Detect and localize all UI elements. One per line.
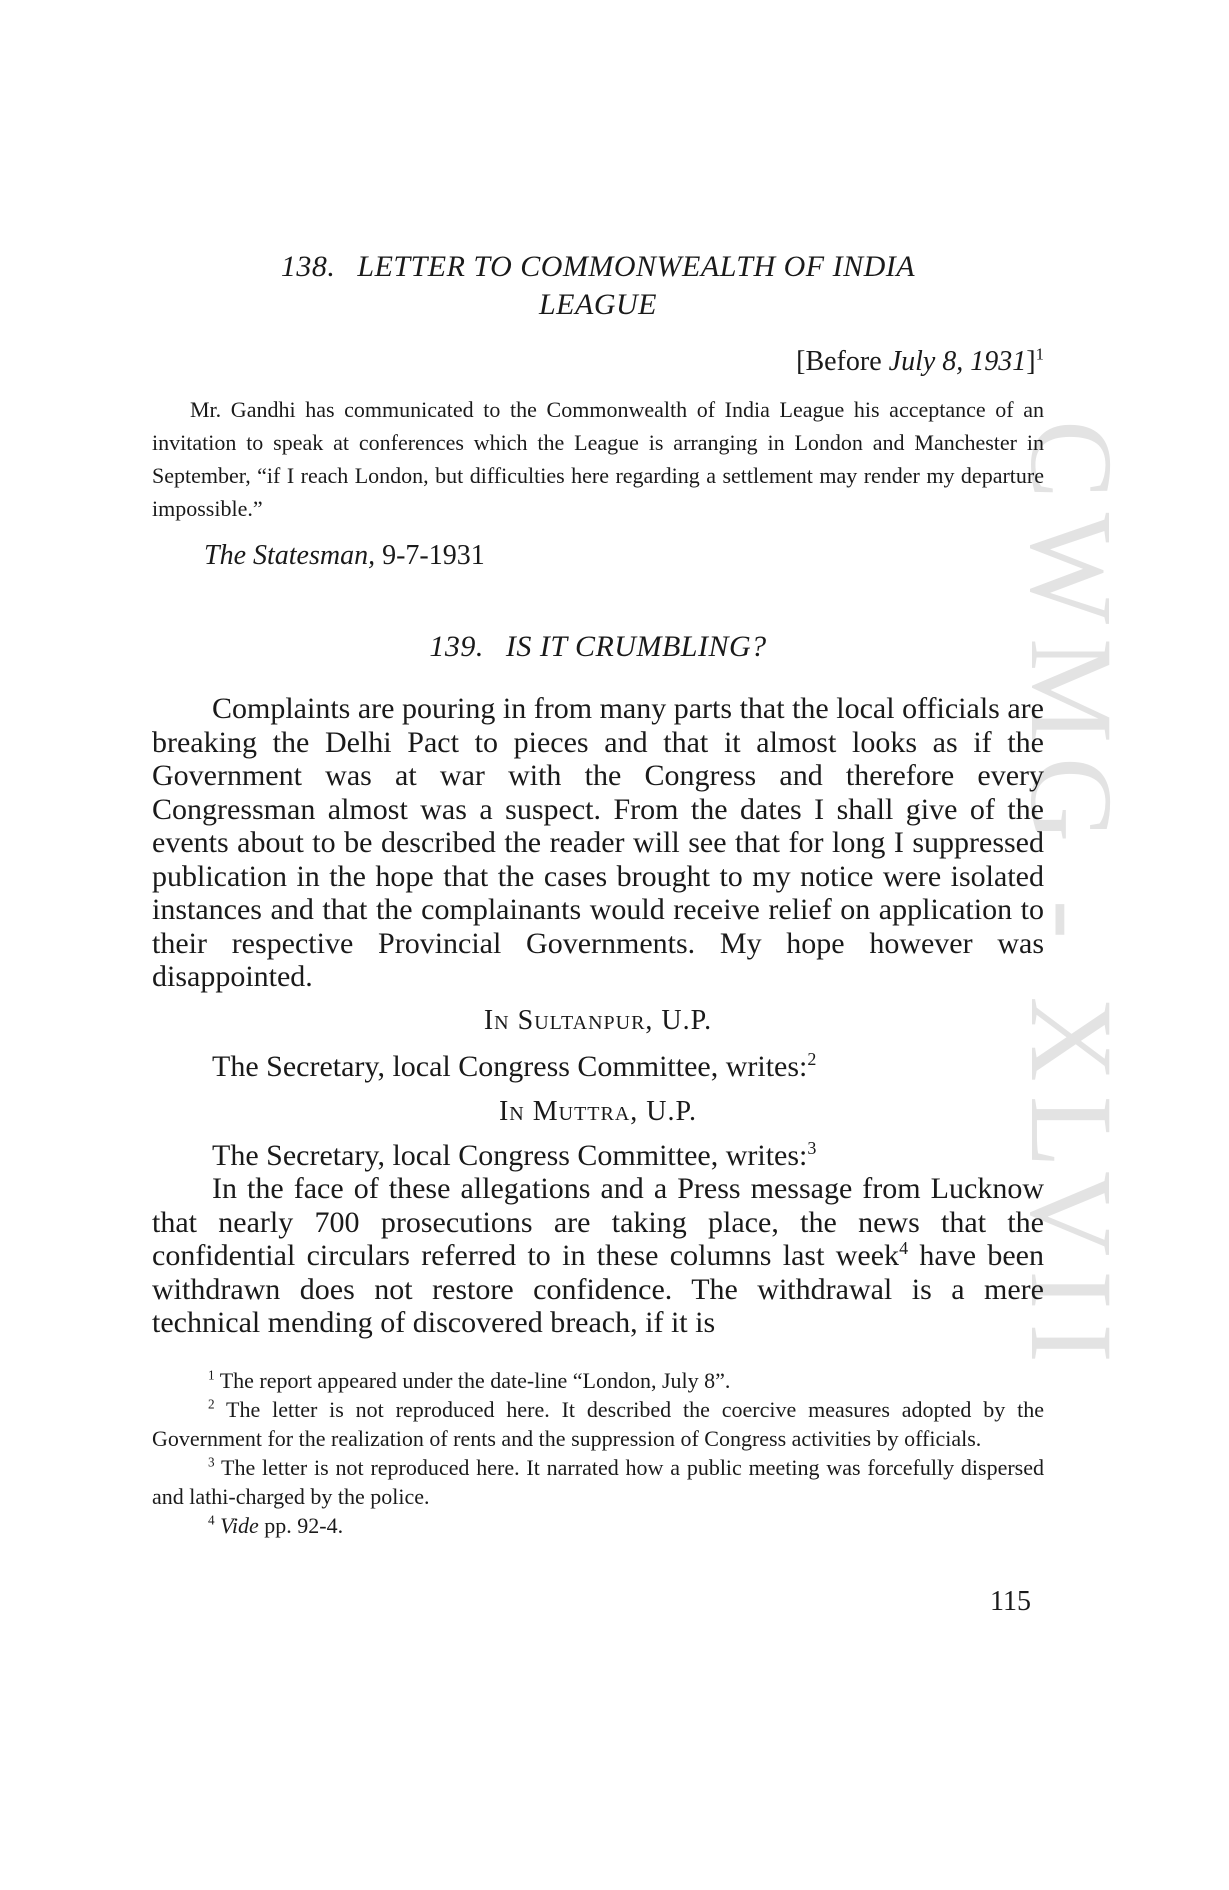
letter-138-body [152,393,1044,525]
footnote-ref: 4 [899,1238,909,1258]
source-date: 9-7-1931 [375,540,485,571]
heading-title-line2: LEAGUE [539,288,657,321]
page-number: 115 [990,1586,1031,1617]
heading-title: IS IT CRUMBLING? [505,630,767,663]
footnote-4: $^4$ Vide pp. 92-4. [208,1512,344,1538]
article-paragraph-2: In the face of these allegations and a Press message from Lucknow that nearly 700 prosecutions are taking place, the news that the confidential circulars referred to in these columns last week$^4$ have been withdrawn does not restore confidence. The withdrawal is a mere technical mending of discovered breach, if it is [152,1172,1044,1339]
article-paragraph-1: Complaints are pouring in from many parts that the local officials are breaking the Delhi Pact to pieces and that it almost looks as if the Government was at war with the Congress and therefore every Congressman almost was a suspect. From the dates I shall give of the events about to be described the reader will see that for long I suppressed publication in the hope that the cases brought to my notice were isolated instances and that the complainants would receive relief on application to their respective Provincial Governments. My hope however was disappointed. [152,692,1044,993]
heading-title-line1: LETTER TO COMMONWEALTH OF INDIA [357,250,916,283]
article-139-body [152,692,1044,994]
footnote-3: $^3$ The letter is not reproduced here. It narrated how a public meeting was forcefully dispersed and lathi-charged by the police. [152,1454,1044,1509]
date-italic: July 8, 1931 [888,346,1027,377]
subhead-muttra: In Muttra, U.P. [498,1096,697,1127]
footnotes [152,1366,1044,1540]
subhead-sultanpur: In Sultanpur, U.P. [483,1005,713,1036]
writes-line-1: The Secretary, local Congress Committee, writes:$^2$ [212,1049,817,1083]
date-suffix: ] [1026,346,1036,377]
letter-138-paragraph: Mr. Gandhi has communicated to the Commonwealth of India League his acceptance of an invitation to speak at conferences which the League is arranging in London and Manchester in September, “if I reach London, but difficulties here regarding a settlement may render my departure impossible.” [152,397,1044,521]
heading-number: 139. [429,630,484,663]
source-title: The Statesman, [204,540,376,571]
writes-line-2: The Secretary, local Congress Committee, writes:$^3$ [212,1138,817,1172]
footnote-ref: 3 [807,1138,817,1158]
footnote-ref: 1 [1035,344,1044,364]
article-139-heading [152,628,1044,666]
letter-138-heading [152,248,1044,324]
footnote-2: $^2$ The letter is not reproduced here. It described the coercive measures adopted by the Government for the realization of rents and the suppression of Congress activities by officials. [152,1396,1044,1451]
heading-number: 138. [280,250,336,283]
footnote-1: $^1$ The report appeared under the date-line “London, July 8”. [208,1367,731,1393]
date-prefix: [Before [796,346,889,377]
letter-138-dateline [152,344,1044,380]
footnote-ref: 2 [807,1049,817,1069]
watermark: CWMG - XLVII [1006,420,1137,1377]
letter-138-source [152,538,1044,574]
article-139-body-2 [152,1172,1044,1340]
